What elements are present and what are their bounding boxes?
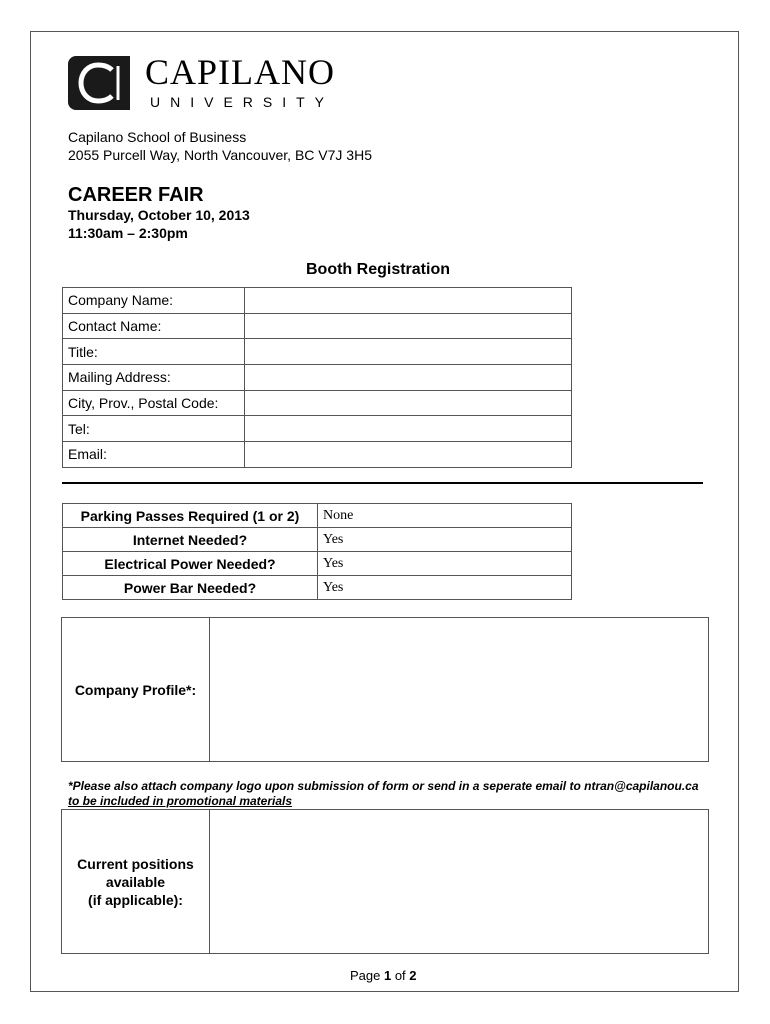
email-field[interactable] xyxy=(245,442,572,468)
field-label: Tel: xyxy=(63,416,245,442)
table-row xyxy=(62,618,709,762)
table-row xyxy=(63,552,572,576)
field-label: Contact Name: xyxy=(63,313,245,339)
contact-name-field[interactable] xyxy=(245,313,572,339)
note-line: *Please also attach company logo upon submission of form or send in a seperate email to ntran@capilanou.ca xyxy=(68,779,699,793)
school-name: Capilano School of Business xyxy=(68,129,247,145)
table-row xyxy=(63,313,572,339)
positions-label-line: (if applicable): xyxy=(88,891,183,908)
tel-field[interactable] xyxy=(245,416,572,442)
parking-passes-field[interactable]: None xyxy=(318,504,572,528)
table-row xyxy=(63,528,572,552)
internet-needed-field[interactable]: Yes xyxy=(318,528,572,552)
electrical-power-field[interactable]: Yes xyxy=(318,552,572,576)
table-row xyxy=(63,339,572,365)
capilano-logo-icon xyxy=(68,56,130,110)
positions-label-line: available xyxy=(105,873,166,890)
table-row xyxy=(63,576,572,600)
current-positions-field[interactable] xyxy=(210,810,709,954)
field-label: Power Bar Needed? xyxy=(63,576,318,600)
logo-subtitle: UNIVERSITY xyxy=(150,94,335,110)
mailing-address-field[interactable] xyxy=(245,365,572,391)
table-row xyxy=(63,288,572,314)
field-label: Internet Needed? xyxy=(63,528,318,552)
current-page: 1 xyxy=(383,968,392,983)
attachment-note xyxy=(68,779,699,809)
power-bar-field[interactable]: Yes xyxy=(318,576,572,600)
field-label: Electrical Power Needed? xyxy=(63,552,318,576)
divider xyxy=(62,482,703,484)
title-field[interactable] xyxy=(245,339,572,365)
needs-table xyxy=(62,503,572,600)
table-row xyxy=(63,390,572,416)
company-name-field[interactable] xyxy=(245,288,572,314)
event-time: 11:30am – 2:30pm xyxy=(68,225,188,241)
positions-label-line: Current positions xyxy=(77,855,194,872)
logo-wordmark: CAPILANO xyxy=(145,52,336,92)
field-label: Company Profile*: xyxy=(62,618,210,762)
field-label: Company Name: xyxy=(63,288,245,314)
page-number: Page 1 of 2 xyxy=(350,968,417,983)
event-date: Thursday, October 10, 2013 xyxy=(68,207,250,223)
city-prov-postal-field[interactable] xyxy=(245,390,572,416)
field-label: City, Prov., Postal Code: xyxy=(63,390,245,416)
table-row xyxy=(63,442,572,468)
company-profile-table xyxy=(61,617,709,762)
company-profile-field[interactable] xyxy=(210,618,709,762)
school-address: 2055 Purcell Way, North Vancouver, BC V7J 3H5 xyxy=(68,147,372,163)
table-row xyxy=(63,416,572,442)
field-label: Parking Passes Required (1 or 2) xyxy=(63,504,318,528)
field-label xyxy=(62,810,210,954)
positions-table xyxy=(61,809,709,954)
total-pages: 2 xyxy=(409,968,417,983)
table-row xyxy=(62,810,709,954)
table-row xyxy=(63,365,572,391)
field-label: Email: xyxy=(63,442,245,468)
field-label: Mailing Address: xyxy=(63,365,245,391)
section-title: Booth Registration xyxy=(306,261,450,278)
contact-table xyxy=(62,287,572,468)
table-row xyxy=(63,504,572,528)
note-line: to be included in promotional materials xyxy=(68,794,293,808)
field-label: Title: xyxy=(63,339,245,365)
event-title: CAREER FAIR xyxy=(68,184,204,206)
